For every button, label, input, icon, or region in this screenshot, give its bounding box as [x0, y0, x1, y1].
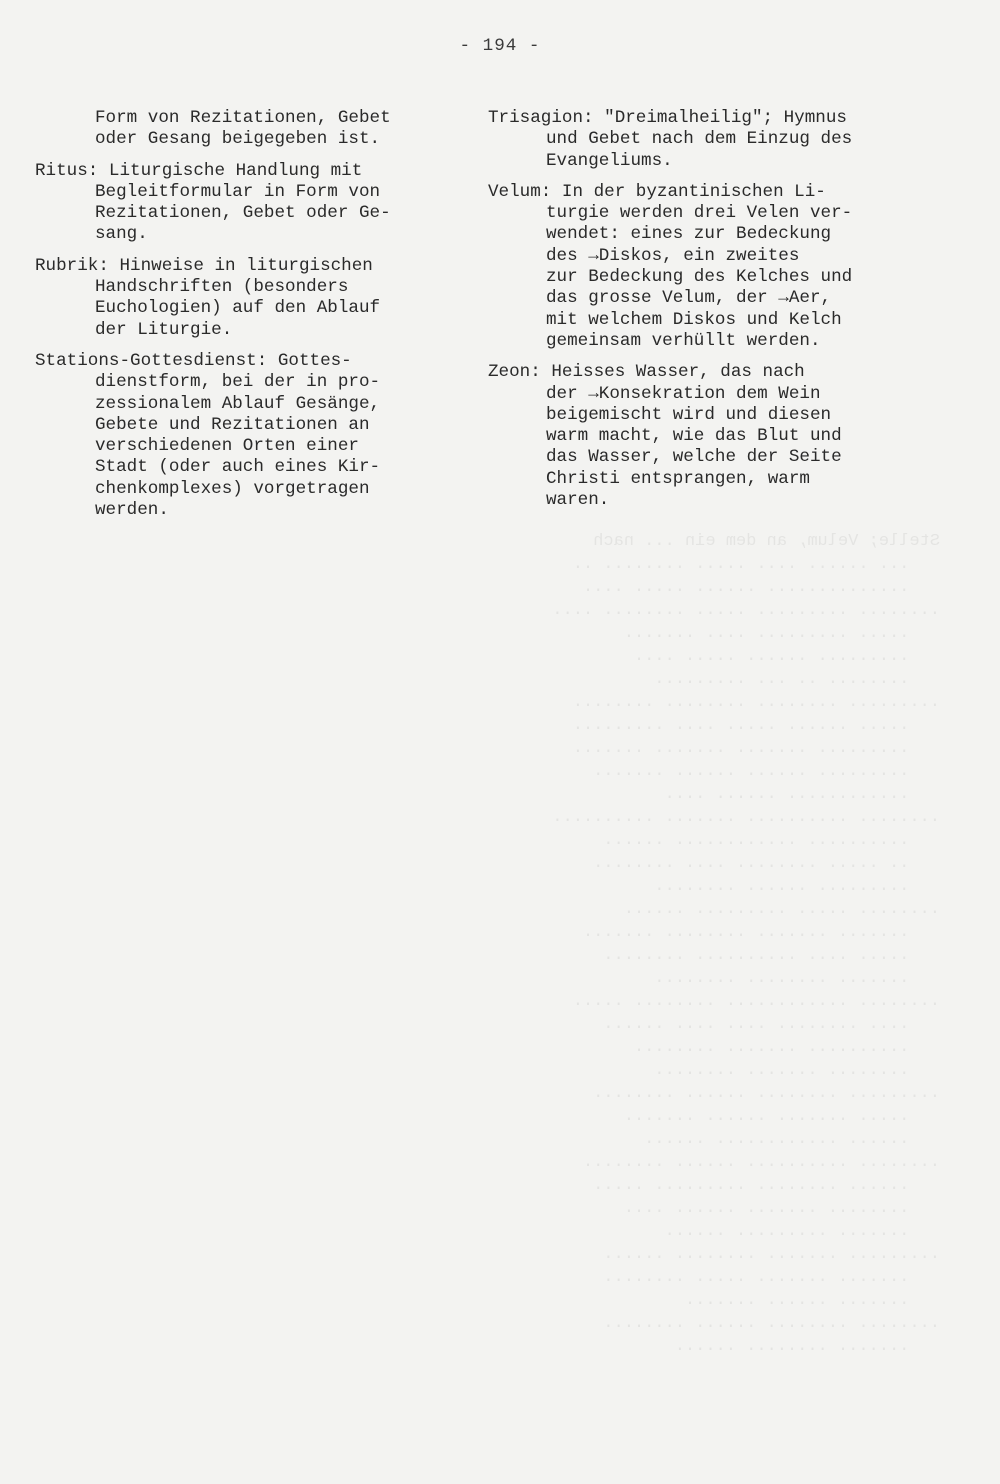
- entry-line: gemeinsam verhüllt werden.: [546, 330, 821, 351]
- entry-line: Gebete und Rezitationen an: [95, 414, 370, 435]
- entry-term-line: Trisagion: "Dreimalheilig"; Hymnus: [488, 108, 847, 128]
- entry-line: warm macht, wie das Blut und: [546, 426, 842, 447]
- entry-line: Stadt (oder auch eines Kir-: [95, 457, 381, 478]
- entry-line: und Gebet nach dem Einzug des: [546, 129, 853, 150]
- glossary-entry-rubrik: [35, 256, 455, 341]
- left-column: [35, 108, 455, 531]
- glossary-entry-velum: [488, 182, 928, 352]
- entry-line: das grosse Velum, der →Aer,: [546, 288, 832, 309]
- entry-line: Rezitationen, Gebet oder Ge-: [95, 203, 391, 224]
- entry-line: Begleitformular in Form von: [95, 181, 381, 202]
- glossary-entry-trisagion: [488, 108, 928, 172]
- page-number: - 194 -: [459, 36, 541, 56]
- entry-line: Christi entsprangen, warm: [546, 468, 810, 489]
- entry-line: zessionalem Ablauf Gesänge,: [95, 393, 381, 414]
- entry-line: Evangeliums.: [546, 150, 673, 171]
- glossary-entry-zeon: [488, 362, 928, 511]
- entry-line: turgie werden drei Velen ver-: [546, 203, 853, 224]
- entry-line: Handschriften (besonders: [95, 277, 349, 298]
- entry-line: werden.: [95, 500, 169, 521]
- right-column: [488, 108, 928, 521]
- glossary-entry-stations-gottesdienst: [35, 351, 455, 521]
- entry-line: Form von Rezitationen, Gebet: [95, 108, 391, 128]
- entry-line: zur Bedeckung des Kelches und: [546, 267, 853, 288]
- entry-term-line: Stations-Gottesdienst: Gottes-: [35, 350, 352, 371]
- entry-line: verschiedenen Orten einer: [95, 436, 359, 457]
- bleed-through-text: Stelle; Velum, an dem ein ... nach ... ...... .... ..... ........ .. .............. ...... ..... .... ........ ......... ..... ........ .... ..... ......... .... ....... ......... ...... ..... .... ........ .. ... ......... ......... ........ ........ ........ ..... ...... ..... .... ......... ......... ....... ....... ....... ......... ...... ...... ....... ............ ...... .... ........ .......... ....... .......... .......... ............ ...... .. ..... ........ .... ........ ......... ...... ........ ........ ..... ......... ...... ....... ....... ........ ....... ..... .... .......... ........ ....... ........ ........ ........ ............ ........ ..... .... ........ .... .... ...... .......... ....... ........ ........ ....... ........ ......... ........ ...... ........ ..... ....... ...... ....... ...... ............ ...... ........ .......... ...... ........ ...... ........ ......... ..... ........ ....... ...... .... ....... ......... ...... ......... ....... ........ ...... ....... ....... ..... ........ ....... ...... ....... ........ ........ ...... ........ ....... ........ ......: [552, 532, 940, 1356]
- glossary-entry-ritus: [35, 161, 455, 246]
- entry-line: sang.: [95, 224, 148, 245]
- entry-term-line: Velum: In der byzantinischen Li-: [488, 181, 826, 202]
- entry-line: mit welchem Diskos und Kelch: [546, 309, 842, 330]
- entry-term-line: Ritus: Liturgische Handlung mit: [35, 160, 363, 181]
- glossary-entry-form-continuation: [35, 108, 455, 151]
- entry-line: waren.: [546, 490, 610, 511]
- entry-line: oder Gesang beigegeben ist.: [95, 129, 381, 150]
- entry-line: dienstform, bei der in pro-: [95, 372, 381, 393]
- entry-line: der →Konsekration dem Wein: [546, 383, 821, 404]
- entry-term-line: Zeon: Heisses Wasser, das nach: [488, 362, 805, 383]
- entry-term-line: Rubrik: Hinweise in liturgischen: [35, 255, 373, 276]
- entry-line: Euchologien) auf den Ablauf: [95, 298, 381, 319]
- entry-line: wendet: eines zur Bedeckung: [546, 224, 832, 245]
- entry-line: der Liturgie.: [95, 319, 233, 340]
- entry-line: das Wasser, welche der Seite: [546, 447, 842, 468]
- entry-line: des →Diskos, ein zweites: [546, 245, 800, 266]
- entry-line: chenkomplexes) vorgetragen: [95, 478, 370, 499]
- entry-line: beigemischt wird und diesen: [546, 404, 832, 425]
